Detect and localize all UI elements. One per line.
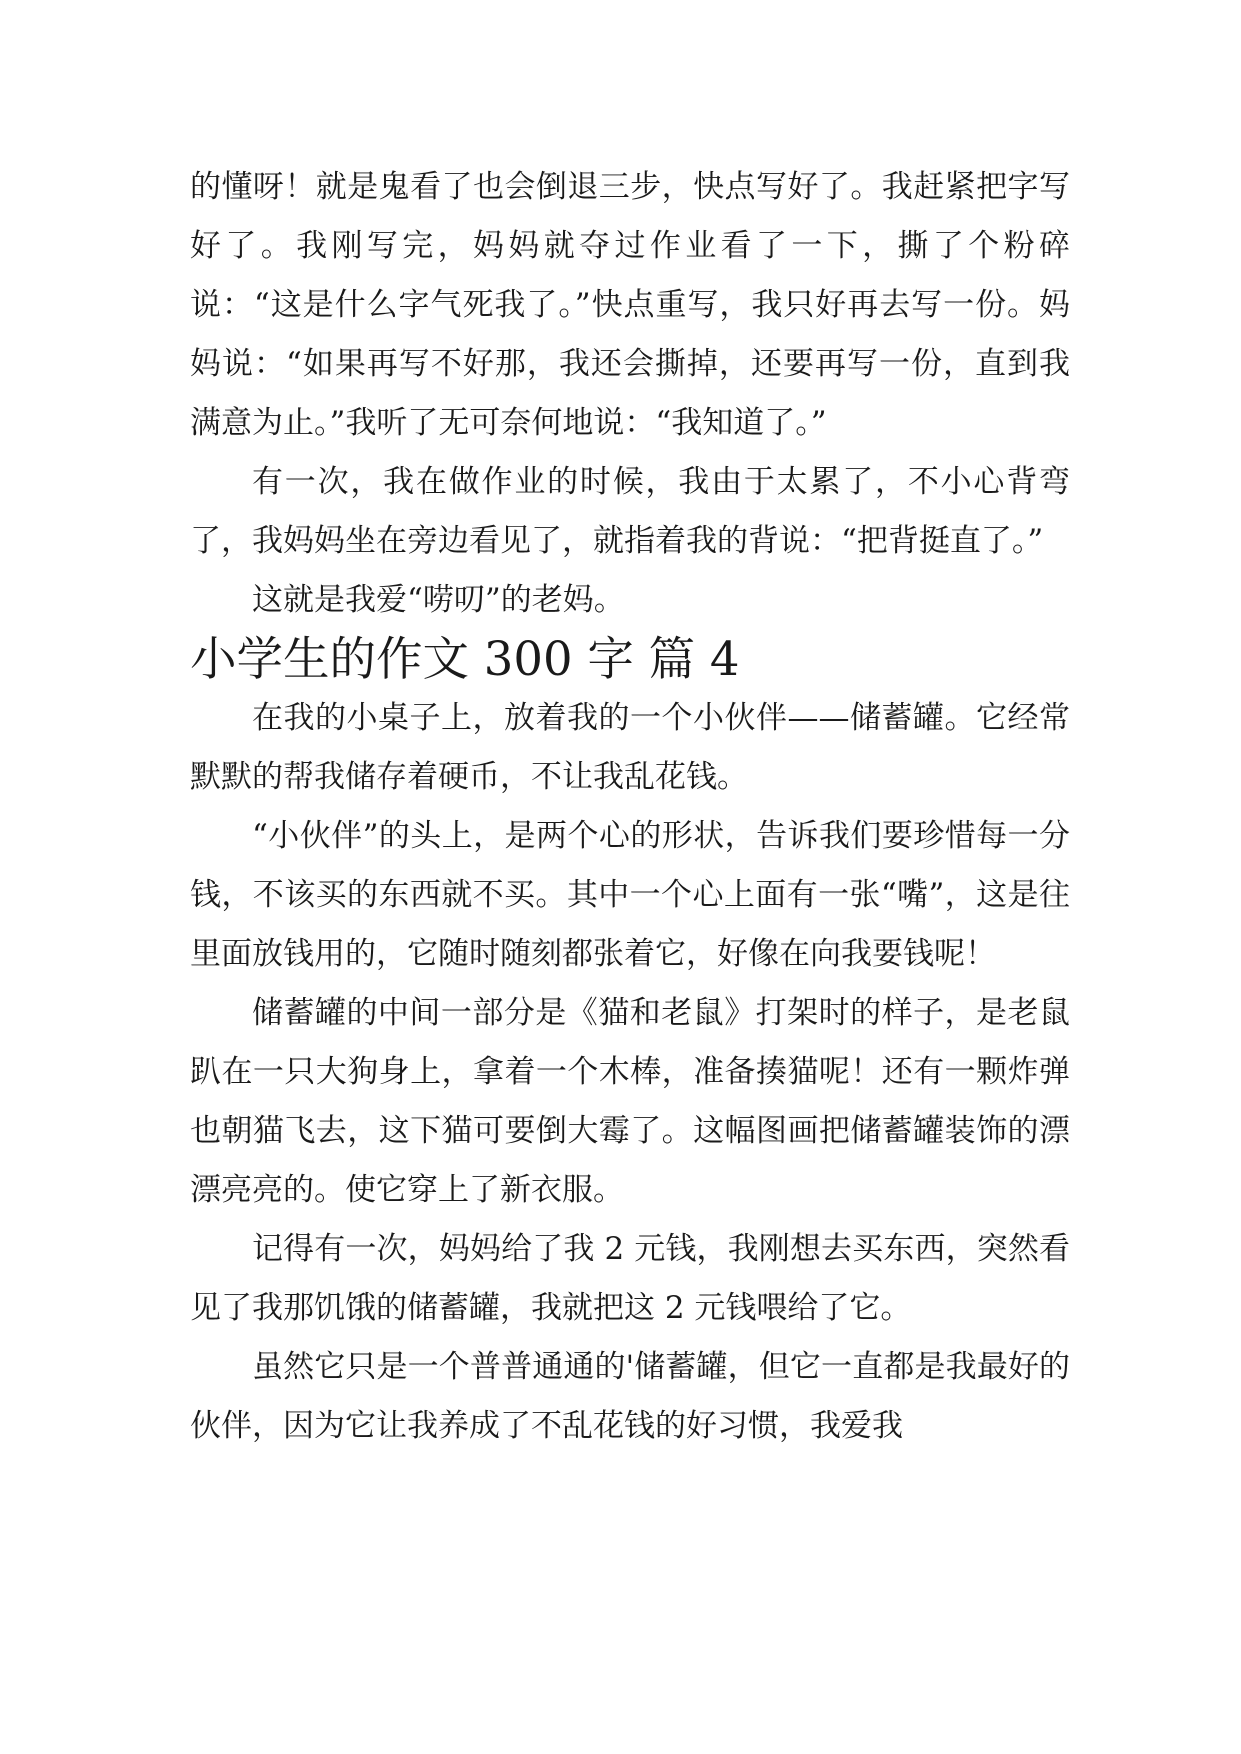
paragraph-nagging-mom: 这就是我爱“唠叨”的老妈。 <box>252 582 625 618</box>
paragraph-back-bent: 有一次，我在做作业的时候，我由于太累了，不小心背弯了，我妈妈坐在旁边看见了，就指着我的背说：“把背挺直了。” <box>190 464 1070 559</box>
section-heading: 小学生的作文 300 字 篇 4 <box>190 632 740 686</box>
paragraph-piggy-bank-intro: 在我的小桌子上，放着我的一个小伙伴——储蓄罐。它经常默默的帮我储存着硬币，不让我乱花钱。 <box>190 700 1070 795</box>
paragraph-two-yuan: 记得有一次，妈妈给了我 2 元钱，我刚想去买东西，突然看见了我那饥饿的储蓄罐，我就把这 2 元钱喂给了它。 <box>190 1231 1070 1326</box>
paragraph-best-friend: 虽然它只是一个普普通通的'储蓄罐，但它一直都是我最好的伙伴，因为它让我养成了不乱花钱的好习惯，我爱我 <box>190 1349 1070 1444</box>
paragraph-continued: 的懂呀！就是鬼看了也会倒退三步，快点写好了。我赶紧把字写好了。我刚写完，妈妈就夺过作业看了一下，撕了个粉碎说：“这是什么字气死我了。”快点重写，我只好再去写一份。妈妈说：“如果再写不好那，我还会撕掉，还要再写一份，直到我满意为止。”我听了无可奈何地说：“我知道了。” <box>190 169 1070 441</box>
paragraph-piggy-bank-middle: 储蓄罐的中间一部分是《猫和老鼠》打架时的样子，是老鼠趴在一只大狗身上，拿着一个木棒，准备揍猫呢！还有一颗炸弹也朝猫飞去，这下猫可要倒大霉了。这幅图画把储蓄罐装饰的漂漂亮亮的。使它穿上了新衣服。 <box>190 995 1070 1208</box>
document-body <box>190 158 1070 1456</box>
paragraph-piggy-bank-head: “小伙伴”的头上，是两个心的形状，告诉我们要珍惜每一分钱，不该买的东西就不买。其中一个心上面有一张“嘴”，这是往里面放钱用的，它随时随刻都张着它，好像在向我要钱呢！ <box>190 818 1070 972</box>
